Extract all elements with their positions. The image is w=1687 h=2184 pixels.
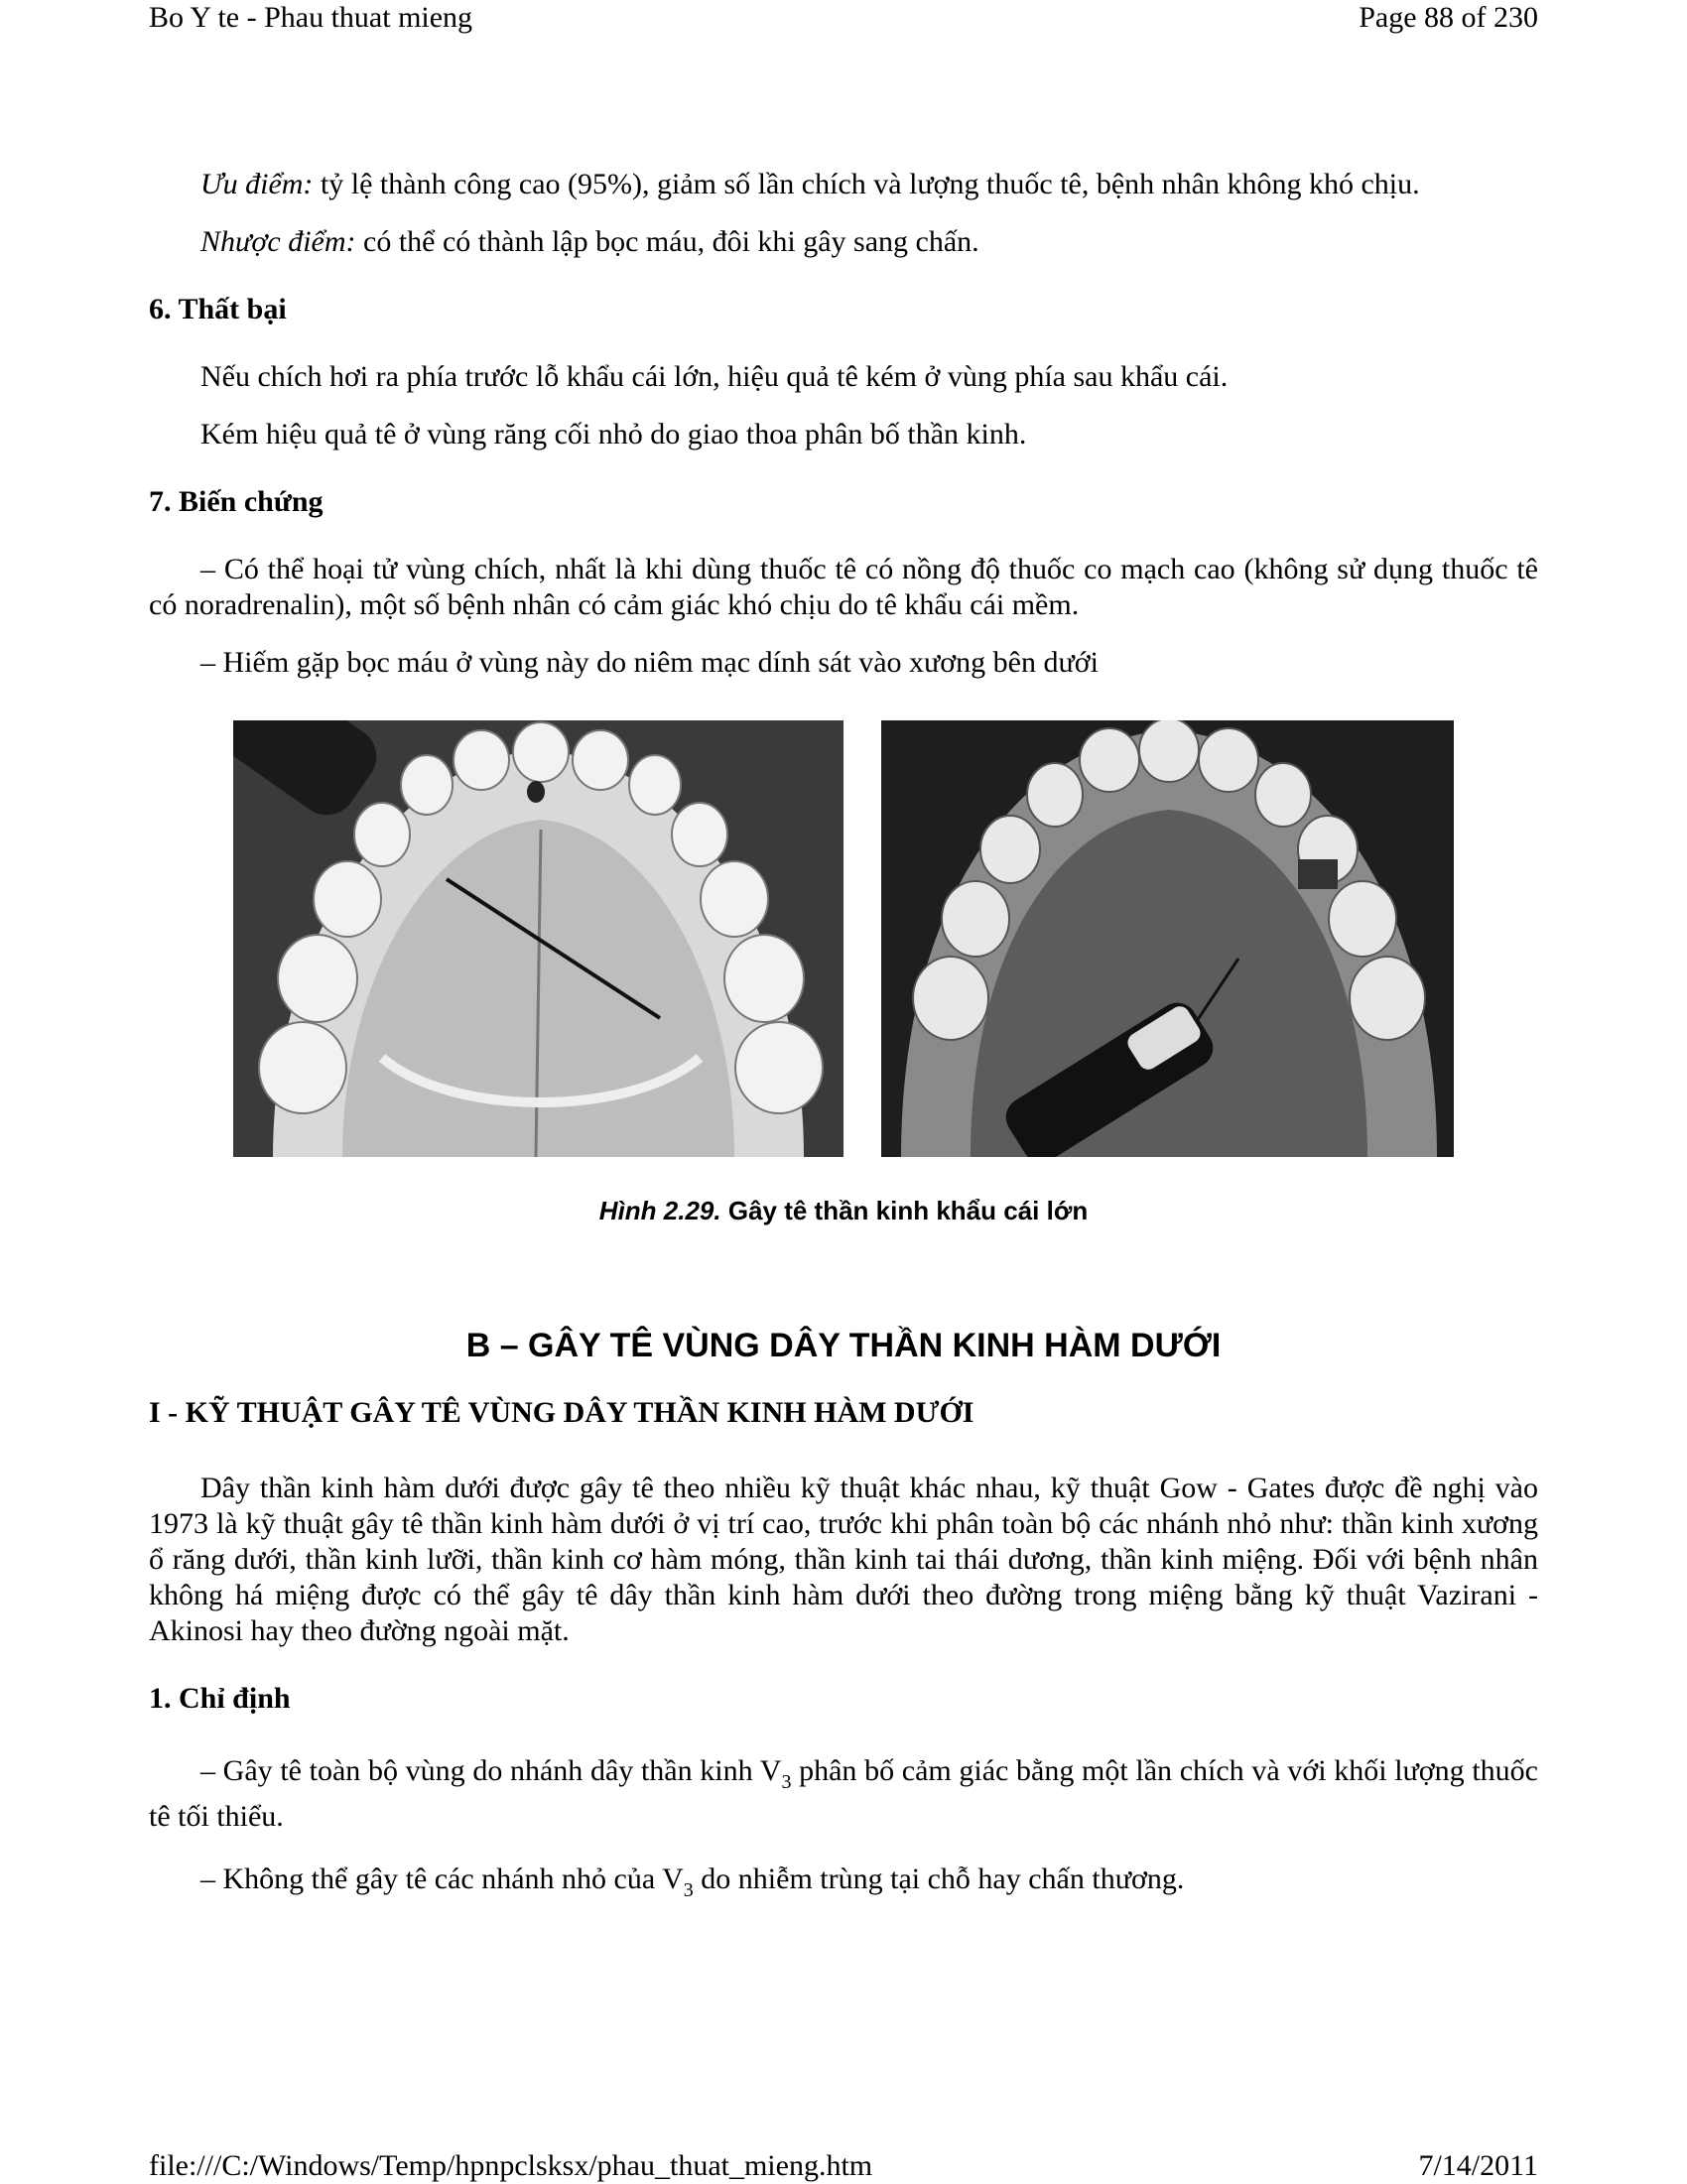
figure-caption-label: Hình 2.29. [598,1196,721,1225]
technique-paragraph: Dây thần kinh hàm dưới được gây tê theo nhiều kỹ thuật khác nhau, kỹ thuật Gow - Gates được đề nghị vào 1973 là kỹ thuật gây tê thần kinh hàm dưới ở vị trí cao, trước khi phân toàn bộ các nhánh nhỏ như: thần kinh xương ổ răng dưới, thần kinh lưỡi, thần kinh cơ hàm móng, thần kinh tai thái dương, thần kinh miệng. Đối với bệnh nhân không há miệng được có thể gây tê dây thần kinh hàm dưới theo đường trong miệng bằng kỹ thuật Vazirani - Akinosi hay theo đường ngoài mặt. [149,1472,1538,1647]
heading-indications: 1. Chỉ định [149,1682,291,1715]
failure-paragraph-2: Kém hiệu quả tê ở vùng răng cối nhỏ do giao thoa phân bố thần kinh. [200,418,1027,450]
indication-2-text-b: do nhiễm trùng tại chỗ hay chấn thương. [693,1863,1185,1895]
section-b-title: B – GÂY TÊ VÙNG DÂY THẦN KINH HÀM DƯỚI [465,1327,1222,1364]
complications-paragraph-1: – Có thể hoại tử vùng chích, nhất là khi dùng thuốc tê có nồng độ thuốc co mạch cao (không sử dụng thuốc tê có noradrenalin), một số bệnh nhân có cảm giác khó chịu do tê khẩu cái mềm. [149,553,1538,621]
indication-paragraph-1 [149,1748,1538,1840]
indication-1-text-a: – Gây tê toàn bộ vùng do nhánh dây thần kinh V [200,1754,782,1787]
patient-mouth-photo [881,720,1454,1157]
indication-2-subscript: 3 [683,1879,694,1901]
indication-2-text-a: – Không thể gây tê các nhánh nhỏ của V [200,1863,684,1895]
disadvantages-text: có thể có thành lập bọc máu, đôi khi gây sang chấn. [355,225,979,258]
footer-date: 7/14/2011 [1418,2149,1538,2182]
indication-1-subscript: 3 [781,1771,792,1793]
page-header [149,0,1538,36]
disadvantages-label: Nhược điểm: [200,225,356,258]
failure-paragraph-1: Nếu chích hơi ra phía trước lỗ khẩu cái lớn, hiệu quả tê kém ở vùng phía sau khẩu cái. [200,360,1229,393]
advantages-paragraph [149,167,1538,202]
indication-paragraph-2 [149,1862,1538,1901]
palate-model-photo [233,720,844,1157]
footer-file-path: file:///C:/Windows/Temp/hpnpclsksx/phau_thuat_mieng.htm [149,2149,873,2182]
page-footer [149,2148,1538,2184]
advantages-label: Ưu điểm: [200,168,314,200]
header-title: Bo Y te - Phau thuat mieng [149,1,473,34]
header-page-number: Page 88 of 230 [1359,1,1538,34]
figure-caption-text: Gây tê thần kinh khẩu cái lớn [720,1196,1089,1225]
indication-1-text-b: phân bố cảm giác bằng một lần chích và với khối lượng thuốc tê tối thiểu. [149,1754,1538,1833]
figure-caption [149,1195,1538,1226]
heading-complications: 7. Biến chứng [149,485,324,518]
advantages-text: tỷ lệ thành công cao (95%), giảm số lần chích và lượng thuốc tê, bệnh nhân không khó chịu. [313,168,1420,200]
heading-failure: 6. Thất bại [149,293,287,325]
complications-paragraph-2: – Hiếm gặp bọc máu ở vùng này do niêm mạc dính sát vào xương bên dưới [200,646,1099,679]
disadvantages-paragraph [149,224,1538,260]
figure-2-29 [149,720,1538,1187]
page-content [149,167,1538,1901]
section-i-title: I - KỸ THUẬT GÂY TÊ VÙNG DÂY THẦN KINH HÀM DƯỚI [149,1396,974,1429]
